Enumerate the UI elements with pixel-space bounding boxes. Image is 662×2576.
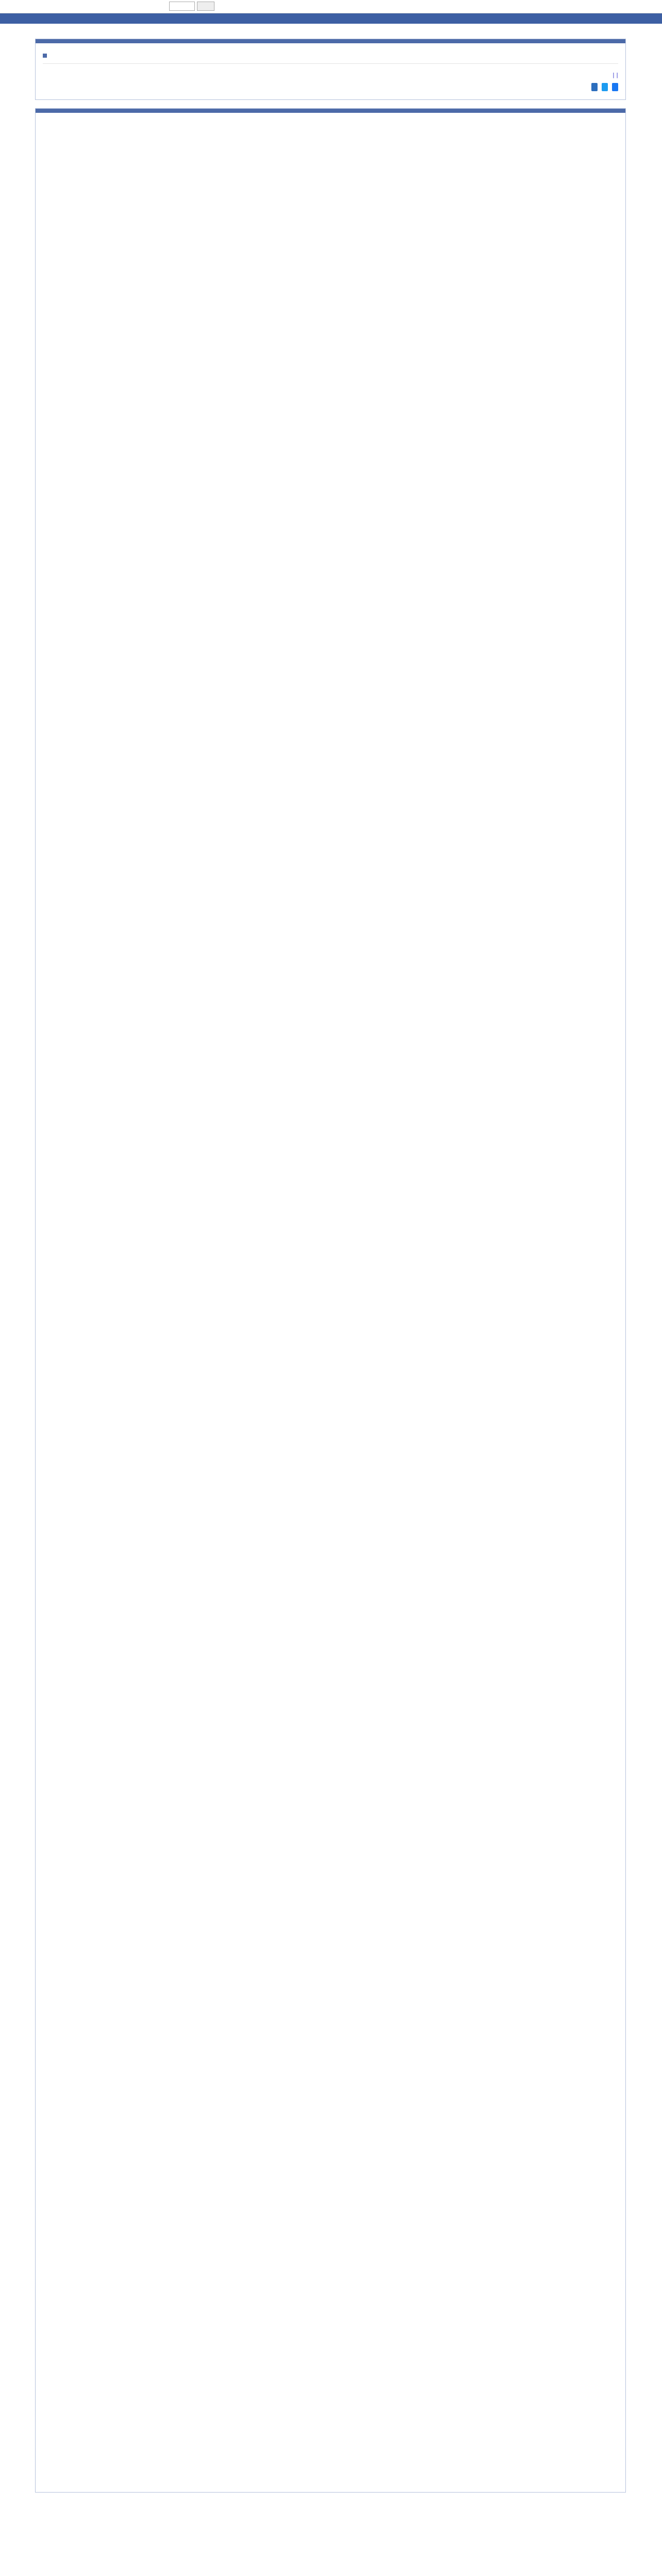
entry-date [36,39,625,43]
entry-title[interactable] [43,50,618,64]
breadcrumb [7,28,655,35]
top-header [0,0,662,13]
tweet-button[interactable] [602,83,608,91]
entry-footer: | | [613,72,618,78]
diary-entry [35,39,626,100]
title-square-icon [43,54,47,58]
facebook-share-button[interactable] [612,83,618,91]
share-buttons [43,83,618,94]
references-title [36,109,625,113]
references-section [35,108,626,2493]
nav-bar [0,13,662,24]
search-input[interactable] [169,2,195,11]
hatena-bookmark-button[interactable] [591,83,598,91]
header-links [639,3,658,10]
search-button[interactable] [197,2,214,11]
